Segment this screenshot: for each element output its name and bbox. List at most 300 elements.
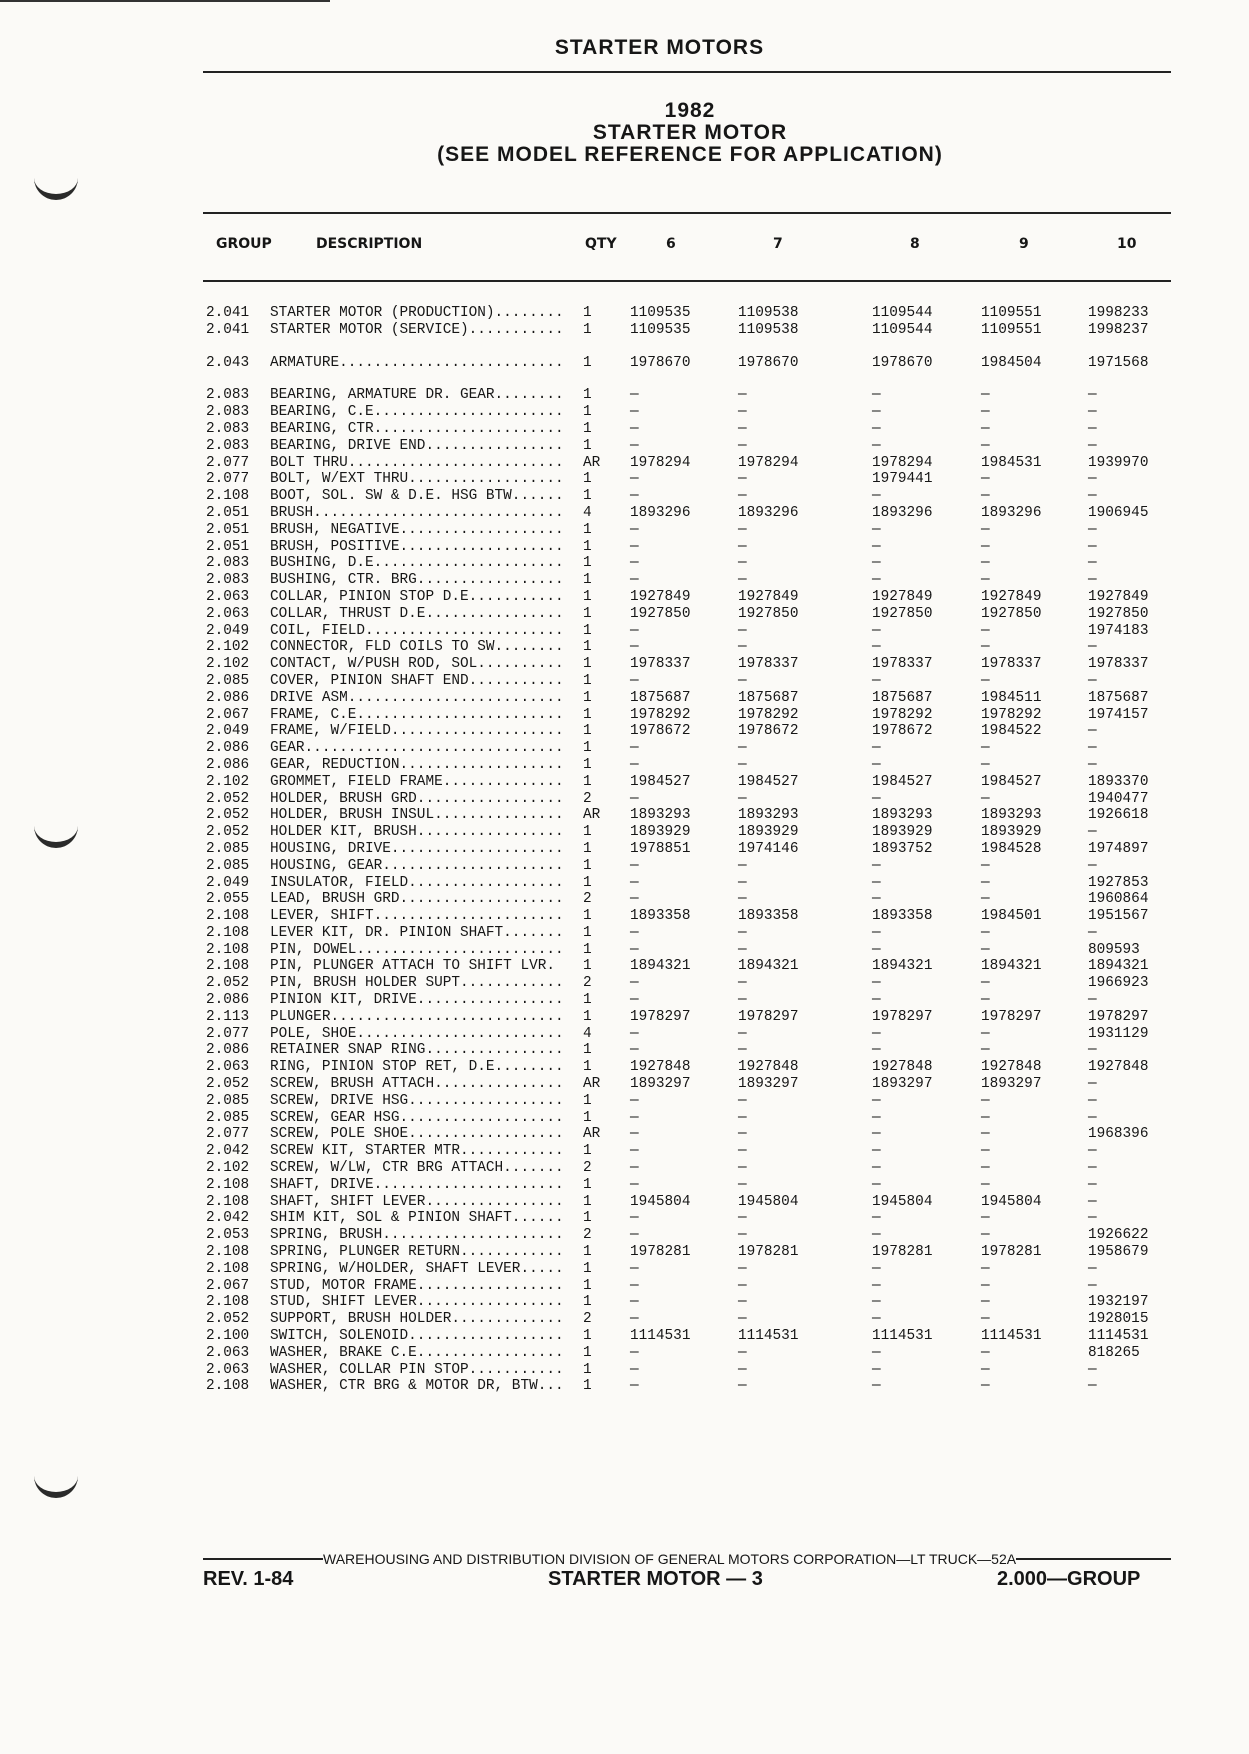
part-number-col-10: 1971568 [1088, 354, 1149, 371]
table-row [206, 707, 1176, 724]
part-qty: 2 [583, 1311, 592, 1328]
part-description: GROMMET, FIELD FRAME.............. [270, 773, 564, 790]
table-row [206, 791, 1176, 808]
part-number-col-6: 1893293 [630, 807, 691, 824]
part-group: 2.108 [206, 1294, 250, 1311]
part-number-col-8: — [872, 1025, 881, 1042]
table-row [206, 1093, 1176, 1110]
part-qty: 1 [583, 756, 592, 773]
part-group: 2.042 [206, 1143, 250, 1160]
part-number-col-6: 1109535 [630, 305, 691, 321]
part-number-col-9: 1984522 [981, 723, 1042, 740]
part-number-col-6: — [630, 941, 639, 958]
part-number-col-9: — [981, 992, 990, 1009]
part-number-col-7: — [738, 1210, 747, 1227]
part-group: 2.053 [206, 1227, 250, 1244]
part-number-col-9: 1984528 [981, 840, 1042, 857]
table-row [206, 305, 1176, 322]
part-number-col-6: 1978672 [630, 723, 691, 740]
part-number-col-6: 1978292 [630, 706, 691, 723]
part-number-col-9: 1109551 [981, 305, 1042, 321]
part-number-col-10: — [1088, 1277, 1097, 1294]
col-10-header: 10 [1117, 236, 1137, 252]
part-number-col-9: — [981, 1143, 990, 1160]
table-row [206, 975, 1176, 992]
part-qty: 1 [583, 1193, 592, 1210]
part-number-col-6: — [630, 1143, 639, 1160]
part-number-col-7: — [738, 1143, 747, 1160]
part-number-col-9: 1894321 [981, 958, 1042, 975]
part-number-col-10: — [1088, 1143, 1097, 1160]
part-qty: 1 [583, 672, 592, 689]
part-number-col-9: — [981, 1042, 990, 1059]
part-number-col-8: — [872, 1143, 881, 1160]
part-group: 2.086 [206, 756, 250, 773]
part-qty: 1 [583, 941, 592, 958]
part-group: 2.085 [206, 1092, 250, 1109]
part-number-col-10: — [1088, 672, 1097, 689]
part-description: BOOT, SOL. SW & D.E. HSG BTW...... [270, 488, 564, 505]
part-number-col-9: — [981, 1210, 990, 1227]
part-qty: 2 [583, 1227, 592, 1244]
footer-rule-right [1016, 1558, 1171, 1560]
part-group: 2.108 [206, 958, 250, 975]
part-qty: 1 [583, 706, 592, 723]
part-number-col-7: — [738, 857, 747, 874]
part-number-col-9: — [981, 924, 990, 941]
part-number-col-6: — [630, 992, 639, 1009]
part-number-col-10: 1932197 [1088, 1294, 1149, 1311]
part-number-col-9: 1927849 [981, 588, 1042, 605]
part-qty: 1 [583, 471, 592, 488]
part-number-col-7: — [738, 488, 747, 505]
part-group: 2.086 [206, 992, 250, 1009]
part-number-col-9: — [981, 471, 990, 488]
part-description: GEAR.............................. [270, 740, 564, 757]
part-number-col-10: — [1088, 1176, 1097, 1193]
part-group: 2.063 [206, 588, 250, 605]
part-number-col-10: — [1088, 992, 1097, 1009]
part-number-col-10: 1974897 [1088, 840, 1149, 857]
part-number-col-9: — [981, 1378, 990, 1395]
part-description: SPRING, BRUSH..................... [270, 1227, 564, 1244]
part-number-col-7: — [738, 387, 747, 404]
table-row [206, 1261, 1176, 1278]
part-number-col-10: — [1088, 420, 1097, 437]
part-number-col-7: — [738, 1361, 747, 1378]
table-row [206, 572, 1176, 589]
part-number-col-8: 1978337 [872, 656, 933, 673]
part-group: 2.085 [206, 1109, 250, 1126]
table-row [206, 673, 1176, 690]
part-group: 2.051 [206, 504, 250, 521]
part-qty: 2 [583, 891, 592, 908]
part-qty: 1 [583, 1294, 592, 1311]
part-number-col-9: 1984531 [981, 454, 1042, 471]
part-number-col-8: — [872, 975, 881, 992]
table-row [206, 1294, 1176, 1311]
part-number-col-6: — [630, 1361, 639, 1378]
part-number-col-10: — [1088, 639, 1097, 656]
part-group: 2.049 [206, 874, 250, 891]
part-number-col-7: — [738, 874, 747, 891]
part-number-col-6: — [630, 1294, 639, 1311]
part-qty: 1 [583, 572, 592, 589]
title-block [330, 100, 1050, 166]
part-description: SCREW, W/LW, CTR BRG ATTACH....... [270, 1160, 564, 1177]
footer-page-label: STARTER MOTOR — 3 [548, 1568, 763, 1590]
part-number-col-8: 1893358 [872, 908, 933, 925]
part-number-col-10: 1927853 [1088, 874, 1149, 891]
part-qty: 1 [583, 437, 592, 454]
part-number-col-7: — [738, 538, 747, 555]
part-description: BOLT, W/EXT THRU.................. [270, 471, 564, 488]
part-number-col-10: — [1088, 521, 1097, 538]
part-number-col-7: 1978672 [738, 723, 799, 740]
part-number-col-7: 1893293 [738, 807, 799, 824]
part-number-col-10: 1893370 [1088, 773, 1149, 790]
part-group: 2.083 [206, 555, 250, 572]
part-description: BUSHING, D.E...................... [270, 555, 564, 572]
part-number-col-9: — [981, 857, 990, 874]
part-number-col-10: 1927850 [1088, 605, 1149, 622]
part-number-col-6: — [630, 1227, 639, 1244]
table-row [206, 488, 1176, 505]
part-number-col-8: — [872, 437, 881, 454]
part-number-col-7: — [738, 975, 747, 992]
table-row [206, 1328, 1176, 1345]
part-number-col-10: — [1088, 387, 1097, 404]
part-description: STARTER MOTOR (SERVICE)........... [270, 321, 564, 338]
table-row [206, 589, 1176, 606]
part-number-col-6: — [630, 1042, 639, 1059]
part-number-col-10: — [1088, 555, 1097, 572]
part-number-col-8: — [872, 622, 881, 639]
part-group: 2.083 [206, 404, 250, 421]
part-number-col-10: 1906945 [1088, 504, 1149, 521]
part-number-col-10: 1114531 [1088, 1328, 1149, 1345]
part-number-col-10: 1958679 [1088, 1244, 1149, 1261]
col-7-header: 7 [773, 236, 783, 252]
part-group: 2.052 [206, 824, 250, 841]
part-number-col-9: 1927850 [981, 605, 1042, 622]
table-row [206, 740, 1176, 757]
part-description: STARTER MOTOR (PRODUCTION)........ [270, 305, 564, 321]
part-number-col-8: 1978281 [872, 1244, 933, 1261]
part-number-col-6: 1927849 [630, 588, 691, 605]
part-description: SCREW, GEAR HSG................... [270, 1109, 564, 1126]
part-number-col-7: 1894321 [738, 958, 799, 975]
binder-hole-mark [34, 1470, 78, 1498]
part-group: 2.083 [206, 572, 250, 589]
part-number-col-7: — [738, 672, 747, 689]
part-number-col-8: — [872, 790, 881, 807]
part-number-col-9: 1984504 [981, 354, 1042, 371]
part-description: BRUSH............................. [270, 504, 564, 521]
table-row [206, 908, 1176, 925]
part-description: PIN, BRUSH HOLDER SUPT............ [270, 975, 564, 992]
part-number-col-7: — [738, 1311, 747, 1328]
part-number-col-6: — [630, 437, 639, 454]
part-number-col-8: — [872, 572, 881, 589]
part-number-col-10: — [1088, 756, 1097, 773]
part-description: SUPPORT, BRUSH HOLDER............. [270, 1311, 564, 1328]
title-main: STARTER MOTOR [592, 121, 788, 144]
part-description: DRIVE ASM......................... [270, 689, 564, 706]
part-number-col-8: 1979441 [872, 471, 933, 488]
part-number-col-6: 1114531 [630, 1328, 691, 1345]
part-qty: 1 [583, 1210, 592, 1227]
part-number-col-6: 1893297 [630, 1076, 691, 1093]
part-number-col-8: — [872, 891, 881, 908]
part-number-col-6: 1978851 [630, 840, 691, 857]
footer-group-label: 2.000—GROUP [997, 1568, 1141, 1590]
footer-division-line [203, 1551, 1171, 1567]
part-number-col-9: — [981, 891, 990, 908]
part-number-col-10: 1928015 [1088, 1311, 1149, 1328]
part-description: SCREW KIT, STARTER MTR............ [270, 1143, 564, 1160]
part-qty: 1 [583, 958, 592, 975]
part-number-col-9: 1109551 [981, 321, 1042, 338]
part-number-col-9: — [981, 975, 990, 992]
parts-table [206, 305, 1176, 1395]
part-qty: 1 [583, 354, 592, 371]
part-qty: 1 [583, 1328, 592, 1345]
table-row [206, 1345, 1176, 1362]
part-number-col-6: 1927848 [630, 1059, 691, 1076]
part-group: 2.052 [206, 1311, 250, 1328]
part-number-col-8: — [872, 672, 881, 689]
footer-rev: REV. 1-84 [203, 1568, 294, 1590]
part-description: CONNECTOR, FLD COILS TO SW........ [270, 639, 564, 656]
part-number-col-8: — [872, 538, 881, 555]
part-number-col-10: 1951567 [1088, 908, 1149, 925]
part-description: SPRING, W/HOLDER, SHAFT LEVER..... [270, 1260, 564, 1277]
part-group: 2.077 [206, 1025, 250, 1042]
part-number-col-6: — [630, 1260, 639, 1277]
part-qty: 1 [583, 773, 592, 790]
part-number-col-10: — [1088, 924, 1097, 941]
part-number-col-8: 1893297 [872, 1076, 933, 1093]
part-number-col-6: — [630, 1092, 639, 1109]
part-number-col-6: — [630, 521, 639, 538]
part-number-col-7: 1945804 [738, 1193, 799, 1210]
part-qty: 1 [583, 521, 592, 538]
part-group: 2.086 [206, 689, 250, 706]
part-group: 2.051 [206, 521, 250, 538]
part-qty: 1 [583, 1361, 592, 1378]
part-description: LEAD, BRUSH GRD................... [270, 891, 564, 908]
table-row [206, 723, 1176, 740]
part-number-col-9: — [981, 941, 990, 958]
part-number-col-10: 1968396 [1088, 1126, 1149, 1143]
part-group: 2.108 [206, 924, 250, 941]
part-description: BRUSH, POSITIVE................... [270, 538, 564, 555]
table-row [206, 1059, 1176, 1076]
part-number-col-6: — [630, 672, 639, 689]
part-number-col-10: 1966923 [1088, 975, 1149, 992]
part-group: 2.102 [206, 639, 250, 656]
part-number-col-7: — [738, 471, 747, 488]
part-number-col-6: — [630, 790, 639, 807]
scan-edge-line [0, 0, 330, 2]
part-number-col-10: 1998233 [1088, 305, 1149, 321]
part-number-col-7: 1114531 [738, 1328, 799, 1345]
part-number-col-8: 1893296 [872, 504, 933, 521]
part-qty: 1 [583, 656, 592, 673]
part-number-col-7: 1893929 [738, 824, 799, 841]
part-description: PLUNGER........................... [270, 1008, 564, 1025]
part-group: 2.063 [206, 605, 250, 622]
part-number-col-8: — [872, 1378, 881, 1395]
part-group: 2.085 [206, 672, 250, 689]
table-row [206, 404, 1176, 421]
part-number-col-9: — [981, 639, 990, 656]
part-number-col-9: — [981, 1277, 990, 1294]
part-number-col-8: 1978670 [872, 354, 933, 371]
part-number-col-6: — [630, 622, 639, 639]
part-qty: 1 [583, 605, 592, 622]
part-group: 2.043 [206, 354, 250, 371]
table-row [206, 757, 1176, 774]
part-group: 2.108 [206, 1244, 250, 1261]
part-number-col-8: 1945804 [872, 1193, 933, 1210]
part-group: 2.077 [206, 454, 250, 471]
part-qty: 1 [583, 1042, 592, 1059]
part-description: BOLT THRU......................... [270, 454, 564, 471]
part-group: 2.041 [206, 305, 250, 321]
part-number-col-8: — [872, 387, 881, 404]
part-qty: AR [583, 807, 601, 824]
part-group: 2.052 [206, 807, 250, 824]
part-group: 2.102 [206, 773, 250, 790]
part-description: SCREW, BRUSH ATTACH............... [270, 1076, 564, 1093]
table-row [206, 807, 1176, 824]
part-group: 2.100 [206, 1328, 250, 1345]
part-qty: AR [583, 1076, 601, 1093]
part-number-col-7: 1984527 [738, 773, 799, 790]
part-number-col-7: 1893297 [738, 1076, 799, 1093]
part-number-col-7: — [738, 1025, 747, 1042]
part-number-col-6: — [630, 538, 639, 555]
part-number-col-7: — [738, 1227, 747, 1244]
footer-rule-left [203, 1558, 323, 1560]
part-group: 2.063 [206, 1361, 250, 1378]
part-number-col-9: — [981, 1227, 990, 1244]
part-group: 2.041 [206, 321, 250, 338]
part-group: 2.108 [206, 1378, 250, 1395]
part-description: BRUSH, NEGATIVE................... [270, 521, 564, 538]
part-number-col-8: 1978672 [872, 723, 933, 740]
part-number-col-10: — [1088, 1361, 1097, 1378]
part-number-col-9: 1945804 [981, 1193, 1042, 1210]
part-number-col-7: — [738, 572, 747, 589]
part-number-col-6: — [630, 488, 639, 505]
part-qty: 1 [583, 1176, 592, 1193]
part-number-col-10: — [1088, 1109, 1097, 1126]
part-description: BEARING, DRIVE END................ [270, 437, 564, 454]
part-number-col-7: — [738, 622, 747, 639]
part-number-col-6: 1893358 [630, 908, 691, 925]
part-qty: 1 [583, 639, 592, 656]
part-number-col-8: — [872, 1160, 881, 1177]
part-group: 2.086 [206, 740, 250, 757]
part-number-col-6: — [630, 1109, 639, 1126]
part-number-col-9: — [981, 1311, 990, 1328]
part-number-col-9: 1893297 [981, 1076, 1042, 1093]
part-description: BUSHING, CTR. BRG................. [270, 572, 564, 589]
part-number-col-7: — [738, 891, 747, 908]
part-qty: 1 [583, 824, 592, 841]
part-qty: 1 [583, 622, 592, 639]
part-number-col-10: — [1088, 404, 1097, 421]
part-group: 2.083 [206, 420, 250, 437]
part-number-col-6: — [630, 471, 639, 488]
part-number-col-6: — [630, 572, 639, 589]
part-number-col-9: — [981, 1160, 990, 1177]
part-group: 2.108 [206, 1176, 250, 1193]
part-number-col-8: — [872, 1126, 881, 1143]
part-number-col-7: 1109538 [738, 321, 799, 338]
table-row [206, 355, 1176, 372]
part-number-col-6: — [630, 1176, 639, 1193]
part-group: 2.051 [206, 538, 250, 555]
part-description: HOLDER, BRUSH GRD................. [270, 790, 564, 807]
part-number-col-10: 1926622 [1088, 1227, 1149, 1244]
part-qty: 1 [583, 1260, 592, 1277]
part-qty: 1 [583, 1378, 592, 1395]
part-description: SCREW, POLE SHOE.................. [270, 1126, 564, 1143]
part-description: WASHER, CTR BRG & MOTOR DR, BTW... [270, 1378, 564, 1395]
part-description: SPRING, PLUNGER RETURN............ [270, 1244, 564, 1261]
part-group: 2.067 [206, 706, 250, 723]
part-number-col-10: 1927848 [1088, 1059, 1149, 1076]
part-number-col-9: 1114531 [981, 1328, 1042, 1345]
part-number-col-6: — [630, 924, 639, 941]
part-number-col-6: 1927850 [630, 605, 691, 622]
table-row [206, 606, 1176, 623]
part-number-col-6: 1109535 [630, 321, 691, 338]
part-number-col-9: 1893293 [981, 807, 1042, 824]
part-number-col-7: 1927848 [738, 1059, 799, 1076]
table-row [206, 858, 1176, 875]
part-number-col-7: — [738, 639, 747, 656]
part-group: 2.108 [206, 488, 250, 505]
part-group: 2.102 [206, 656, 250, 673]
part-number-col-6: — [630, 1311, 639, 1328]
part-number-col-7: — [738, 1092, 747, 1109]
part-number-col-9: — [981, 555, 990, 572]
part-number-col-9: — [981, 874, 990, 891]
part-number-col-10: — [1088, 1193, 1097, 1210]
part-number-col-7: — [738, 1277, 747, 1294]
part-qty: 2 [583, 1160, 592, 1177]
col-8-header: 8 [910, 236, 920, 252]
header-bottom-rule [203, 280, 1171, 282]
part-number-col-7: — [738, 1260, 747, 1277]
part-number-col-9: — [981, 538, 990, 555]
part-number-col-8: — [872, 1210, 881, 1227]
part-number-col-8: 1984527 [872, 773, 933, 790]
part-number-col-10: — [1088, 471, 1097, 488]
part-number-col-10: 1939970 [1088, 454, 1149, 471]
part-number-col-9: — [981, 521, 990, 538]
part-number-col-9: 1978292 [981, 706, 1042, 723]
part-number-col-10: 1940477 [1088, 790, 1149, 807]
part-description: COIL, FIELD....................... [270, 622, 564, 639]
part-number-col-9: 1978281 [981, 1244, 1042, 1261]
part-qty: 1 [583, 992, 592, 1009]
